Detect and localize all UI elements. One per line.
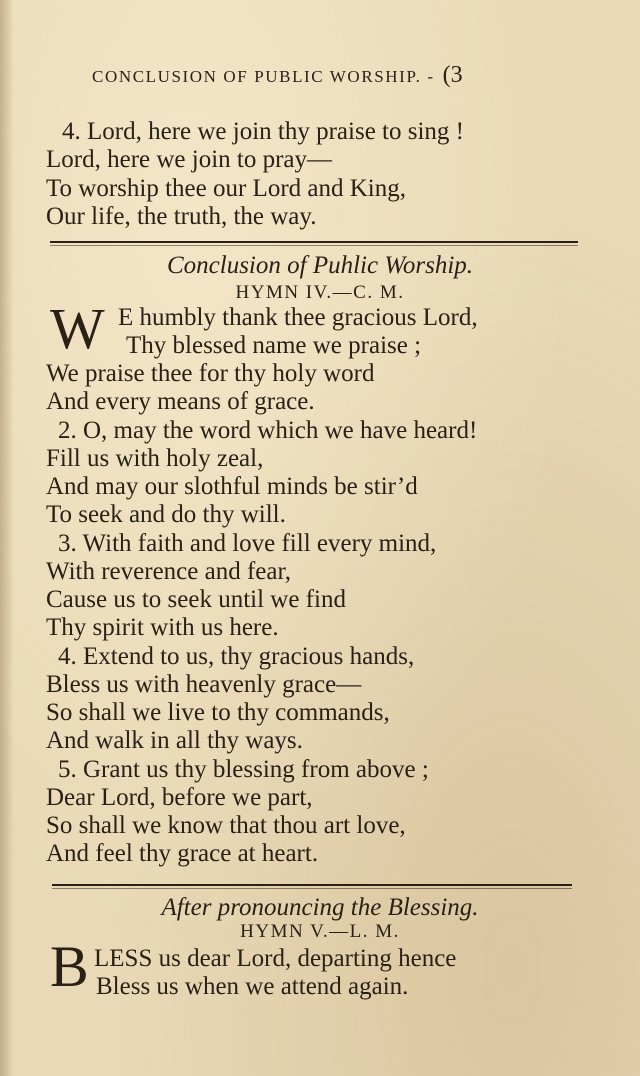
section-divider-thin [52,888,572,889]
drop-cap: W [50,296,105,361]
hymn-title: Conclusion of Puhlic Worship. [166,252,474,279]
verse-line: Lord, here we join to pray— [46,146,333,173]
verse-line: Fill us with holy zeal, [46,445,264,472]
verse-line: We praise thee for thy holy word [46,360,375,387]
hymn-title: After pronouncing the Blessing. [161,894,479,921]
section-divider [50,241,578,243]
verse-line: 2. O, may the word which we have heard! [58,417,478,444]
verse-line: To worship thee our Lord and King, [46,175,406,202]
page-number: (3 [442,62,463,88]
section-divider-thin [50,245,578,246]
running-header [92,62,612,89]
verse-line: And walk in all thy ways. [46,727,303,754]
verse-line: To seek and do thy will. [46,501,286,528]
verse-line: Our life, the truth, the way. [46,203,317,230]
verse-line: 3. With faith and love fill every mind, [58,530,437,557]
verse-line: And every means of grace. [46,388,315,415]
drop-cap: B [50,934,89,999]
verse-line: So shall we live to thy commands, [46,699,390,726]
hymn-number: HYMN IV.—C. M. [235,282,405,303]
verse-line: Bless us when we attend again. [96,973,409,1000]
section-divider [52,884,572,886]
verse-line: And feel thy grace at heart. [46,840,319,867]
verse-line: Thy blessed name we praise ; [126,332,422,359]
verse-line: 4. Lord, here we join thy praise to sing ! [62,118,464,145]
verse-line: Bless us with heavenly grace— [46,671,362,698]
hymn-number: HYMN V.—L. M. [240,921,400,942]
verse-line: 4. Extend to us, thy gracious hands, [58,643,415,670]
verse-line: Cause us to seek until we find [46,586,346,613]
verse-line: Thy spirit with us here. [46,614,279,641]
running-title: CONCLUSION OF PUBLIC WORSHIP. - [92,67,435,86]
verse-line: And may our slothful minds be stir’d [46,473,418,500]
verse-line: With reverence and fear, [46,558,292,585]
verse-first-line: E humbly thank thee gracious Lord, [118,304,478,331]
verse-line: Dear Lord, before we part, [46,784,313,811]
verse-line: So shall we know that thou art love, [46,812,406,839]
verse-line: 5. Grant us thy blessing from above ; [58,756,429,783]
verse-first-line: LESS us dear Lord, departing hence [94,945,457,972]
